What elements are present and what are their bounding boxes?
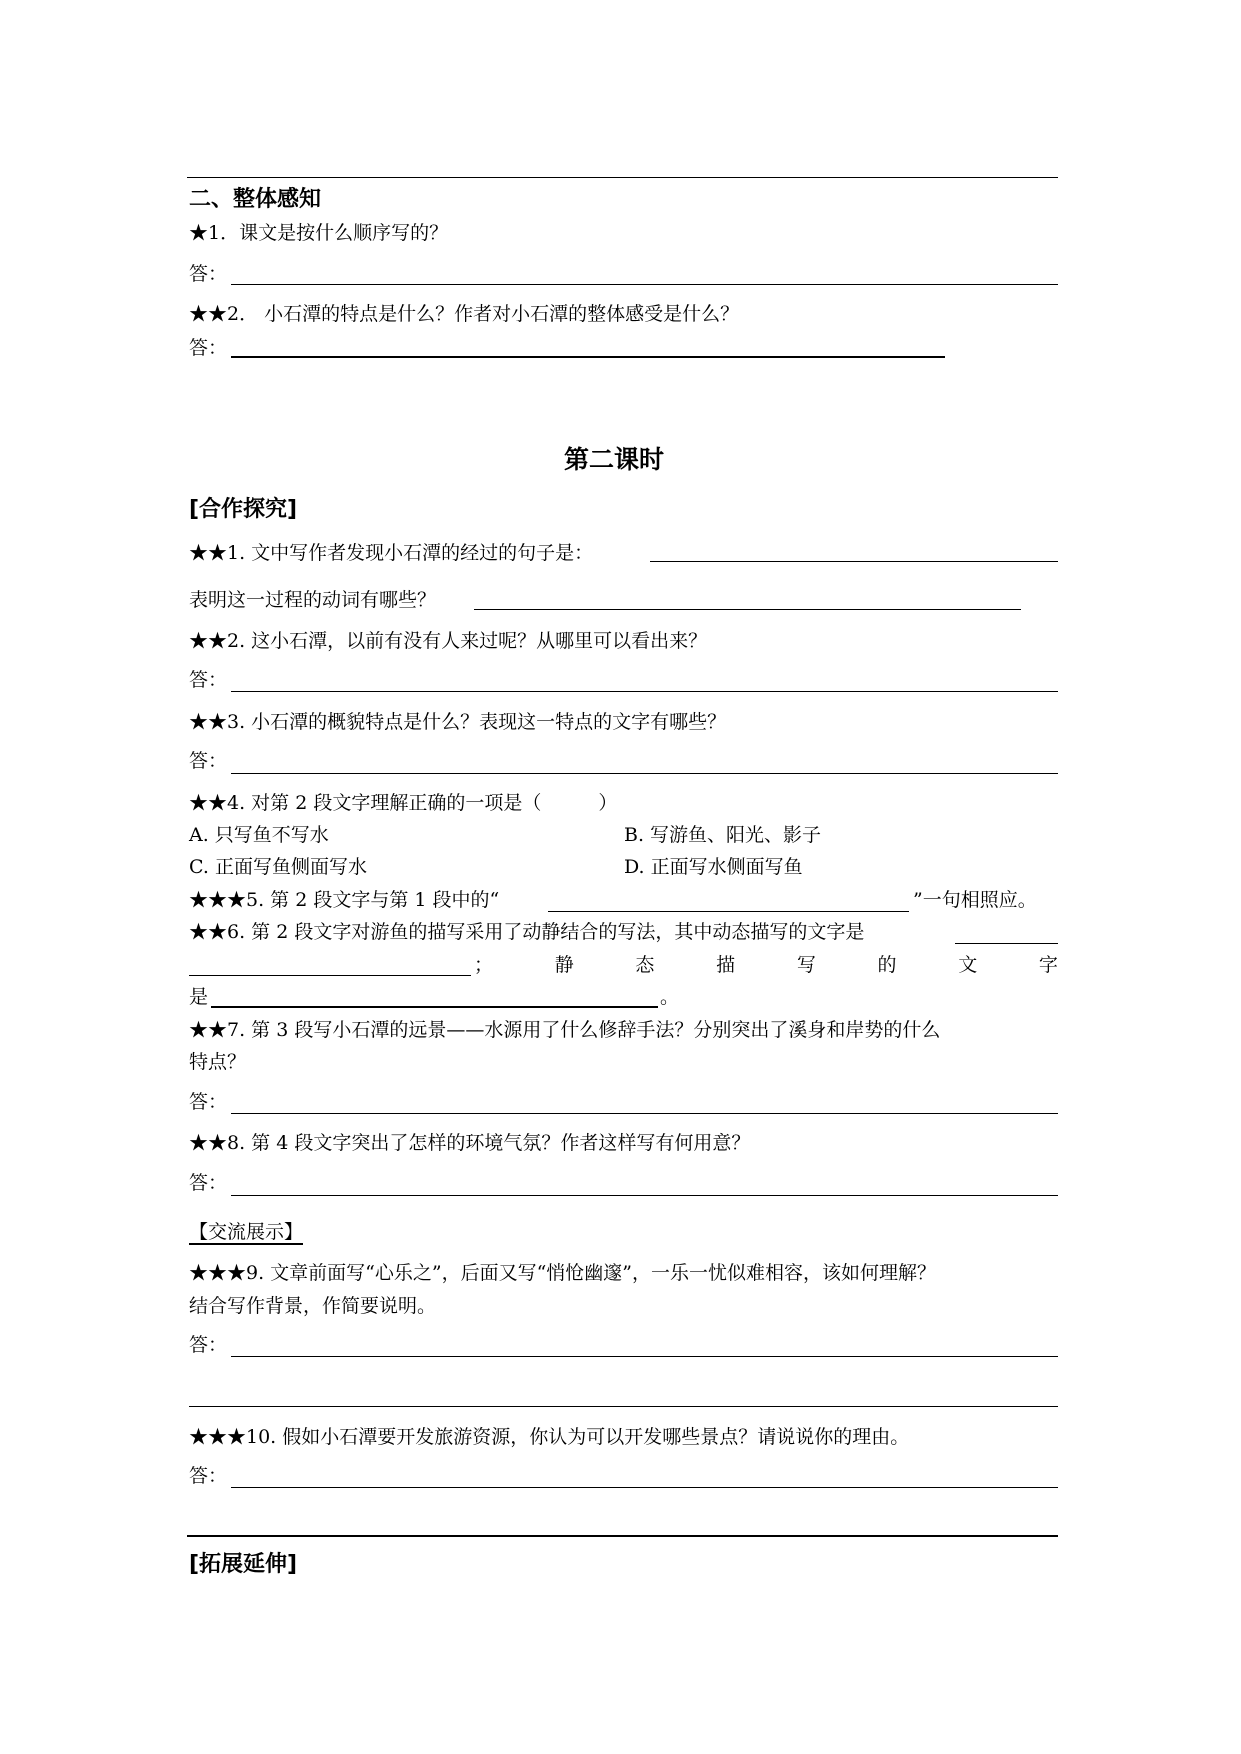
answer-line[interactable] [231, 356, 945, 358]
answer-line[interactable] [231, 773, 1058, 774]
answer-line[interactable] [231, 1195, 1058, 1196]
answer-line[interactable] [211, 1006, 658, 1008]
exchange-question-10: ★★★10. 假如小石潭要开发旅游资源，你认为可以开发哪些景点？请说说你的理由。 [189, 1426, 910, 1448]
option-a[interactable]: A. 只写鱼不写水 [189, 824, 329, 846]
exchange-question-9: ★★★9. 文章前面写“心乐之”，后面又写“悄怆幽邃”，一乐一忧似难相容，该如何理解？ [189, 1262, 937, 1284]
answer-label: 答： [189, 1172, 228, 1194]
q6-word: 写 [796, 954, 816, 976]
answer-label: 答： [189, 750, 228, 772]
top-rule [187, 177, 1058, 178]
answer-line[interactable] [955, 943, 1058, 944]
coop-question-7: ★★7. 第 3 段写小石潭的远景——水源用了什么修辞手法？分别突出了溪身和岸势的什么 [189, 1019, 941, 1041]
exchange-question-9-cont: 结合写作背景，作简要说明。 [189, 1295, 437, 1317]
answer-label: 答： [189, 1334, 228, 1356]
exchange-heading: 【交流展示】 [189, 1221, 304, 1243]
coop-question-8: ★★8. 第 4 段文字突出了怎样的环境气氛？作者这样写有何用意？ [189, 1132, 751, 1154]
answer-line[interactable] [189, 975, 471, 976]
coop-question-5-end: ”一句相照应。 [913, 889, 1037, 911]
section-heading: 二、整体感知 [189, 187, 322, 212]
answer-line[interactable] [548, 911, 909, 912]
answer-label: 答： [189, 1091, 228, 1113]
coop-question-1: ★★1. 文中写作者发现小石潭的经过的句子是： [189, 542, 594, 564]
q6-word: ； [474, 954, 494, 976]
coop-question-3: ★★3. 小石潭的概貌特点是什么？表现这一特点的文字有哪些？ [189, 711, 727, 733]
q6-line-3-end: 。 [660, 986, 680, 1008]
q6-word: 描 [716, 954, 736, 976]
lesson-title: 第二课时 [564, 445, 665, 474]
coop-question-5: ★★★5. 第 2 段文字与第 1 段中的“ [189, 889, 500, 911]
answer-line[interactable] [231, 1487, 1058, 1488]
q6-word: 字 [1038, 954, 1058, 976]
option-b[interactable]: B. 写游鱼、阳光、影子 [624, 824, 822, 846]
extension-heading: [拓展延伸] [189, 1552, 298, 1577]
answer-label: 答： [189, 337, 228, 359]
q6-word: 的 [877, 954, 897, 976]
option-c[interactable]: C. 正面写鱼侧面写水 [189, 856, 367, 878]
answer-label: 答： [189, 263, 228, 285]
answer-line[interactable] [231, 691, 1058, 692]
answer-line[interactable] [231, 1356, 1058, 1357]
coop-heading: [合作探究] [189, 497, 298, 522]
q6-word: 文 [958, 954, 978, 976]
section-rule [187, 1535, 1058, 1537]
coop-question-6: ★★6. 第 2 段文字对游鱼的描写采用了动静结合的写法，其中动态描写的文字是 [189, 921, 865, 943]
answer-line[interactable] [231, 284, 1058, 285]
q6-word: 静 [554, 954, 574, 976]
coop-question-1b: 表明这一过程的动词有哪些？ [189, 589, 437, 611]
answer-line[interactable] [650, 561, 1058, 562]
answer-line[interactable] [474, 609, 1021, 610]
coop-question-2: ★★2. 这小石潭，以前有没有人来过呢？从哪里可以看出来？ [189, 630, 708, 652]
coop-question-4: ★★4. 对第 2 段文字理解正确的一项是（ ） [189, 792, 618, 814]
option-d[interactable]: D. 正面写水侧面写鱼 [624, 856, 803, 878]
q6-word: 态 [635, 954, 655, 976]
answer-label: 答： [189, 669, 228, 691]
question-1: ★1．课文是按什么顺序写的？ [189, 222, 449, 244]
answer-label: 答： [189, 1465, 228, 1487]
q6-line-3-start: 是 [189, 986, 209, 1008]
answer-line[interactable] [189, 1406, 1058, 1407]
answer-line[interactable] [231, 1113, 1058, 1114]
q6-line-2 [474, 953, 1058, 977]
coop-question-7-cont: 特点？ [189, 1051, 247, 1073]
question-2: ★★2． 小石潭的特点是什么？作者对小石潭的整体感受是什么？ [189, 303, 740, 325]
